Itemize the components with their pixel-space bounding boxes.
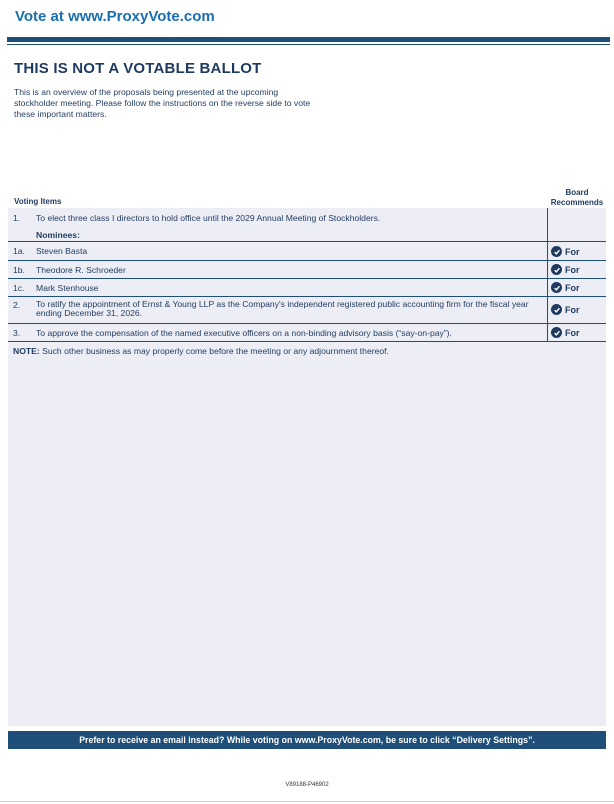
nominee-name: Steven Basta bbox=[36, 246, 88, 256]
nominee-row bbox=[8, 242, 606, 261]
item-1-row bbox=[8, 208, 606, 242]
recommendation-cell bbox=[547, 279, 607, 296]
note-label: NOTE: bbox=[13, 346, 40, 356]
board-recommends-label bbox=[546, 188, 608, 208]
recommendation-cell bbox=[547, 208, 607, 241]
item-3-row bbox=[8, 324, 606, 342]
check-circle-icon bbox=[551, 246, 562, 257]
recommendation-value: For bbox=[565, 246, 580, 257]
recommendation-cell bbox=[547, 324, 607, 341]
check-circle-icon bbox=[551, 282, 562, 293]
header-title: Vote at www.ProxyVote.com bbox=[15, 8, 215, 25]
recommendation-cell bbox=[547, 261, 607, 278]
note-text: Such other business as may properly come before the meeting or any adjournment thereof. bbox=[39, 346, 389, 356]
intro-text: This is an overview of the proposals being presented at the upcoming stockholder meeting. Please follow the instructions on the reverse side to vote these important matters. bbox=[14, 87, 311, 119]
header-divider-thin bbox=[7, 44, 610, 45]
recommendation-cell bbox=[547, 242, 607, 260]
recommendation-value: For bbox=[565, 264, 580, 275]
nominees-label: Nominees: bbox=[36, 230, 80, 240]
item-number: 2. bbox=[13, 300, 21, 310]
check-circle-icon bbox=[551, 304, 562, 315]
check-circle-icon bbox=[551, 264, 562, 275]
item-text: To ratify the appointment of Ernst & Young LLP as the Company's independent registered public accounting firm for the fiscal year ending December 31, 2026. bbox=[36, 299, 529, 318]
board-label-line1: Board bbox=[565, 188, 589, 197]
page-bottom-edge bbox=[0, 801, 614, 802]
item-2-row bbox=[8, 297, 606, 324]
nominee-row bbox=[8, 279, 606, 297]
recommendation-value: For bbox=[565, 327, 580, 338]
blank-area bbox=[8, 356, 606, 726]
item-number: 1. bbox=[13, 213, 21, 223]
nominee-name: Theodore R. Schroeder bbox=[36, 265, 126, 275]
header-divider-thick bbox=[7, 37, 610, 42]
email-delivery-banner: Prefer to receive an email instead? While voting on www.ProxyVote.com, be sure to click “Delivery Settings”. bbox=[8, 731, 606, 749]
nominee-number: 1a. bbox=[13, 246, 25, 256]
board-label-line2: Recommends bbox=[550, 198, 604, 207]
recommendation-value: For bbox=[565, 282, 580, 293]
nominee-name: Mark Stenhouse bbox=[36, 283, 99, 293]
nominee-number: 1c. bbox=[13, 283, 25, 293]
check-circle-icon bbox=[551, 327, 562, 338]
ballot-heading: THIS IS NOT A VOTABLE BALLOT bbox=[14, 60, 262, 77]
item-text: To approve the compensation of the named executive officers on a non-binding advisory basis (“say-on-pay”). bbox=[36, 328, 452, 338]
voting-items-label: Voting Items bbox=[14, 197, 62, 206]
item-text: To elect three class I directors to hold office until the 2029 Annual Meeting of Stockholders. bbox=[36, 213, 381, 223]
document-code: V89188-P46902 bbox=[285, 782, 329, 788]
item-number: 3. bbox=[13, 328, 21, 338]
ballot-table bbox=[8, 208, 606, 361]
nominee-number: 1b. bbox=[13, 265, 25, 275]
nominee-row bbox=[8, 261, 606, 279]
recommendation-cell bbox=[547, 297, 607, 323]
recommendation-value: For bbox=[565, 304, 580, 315]
